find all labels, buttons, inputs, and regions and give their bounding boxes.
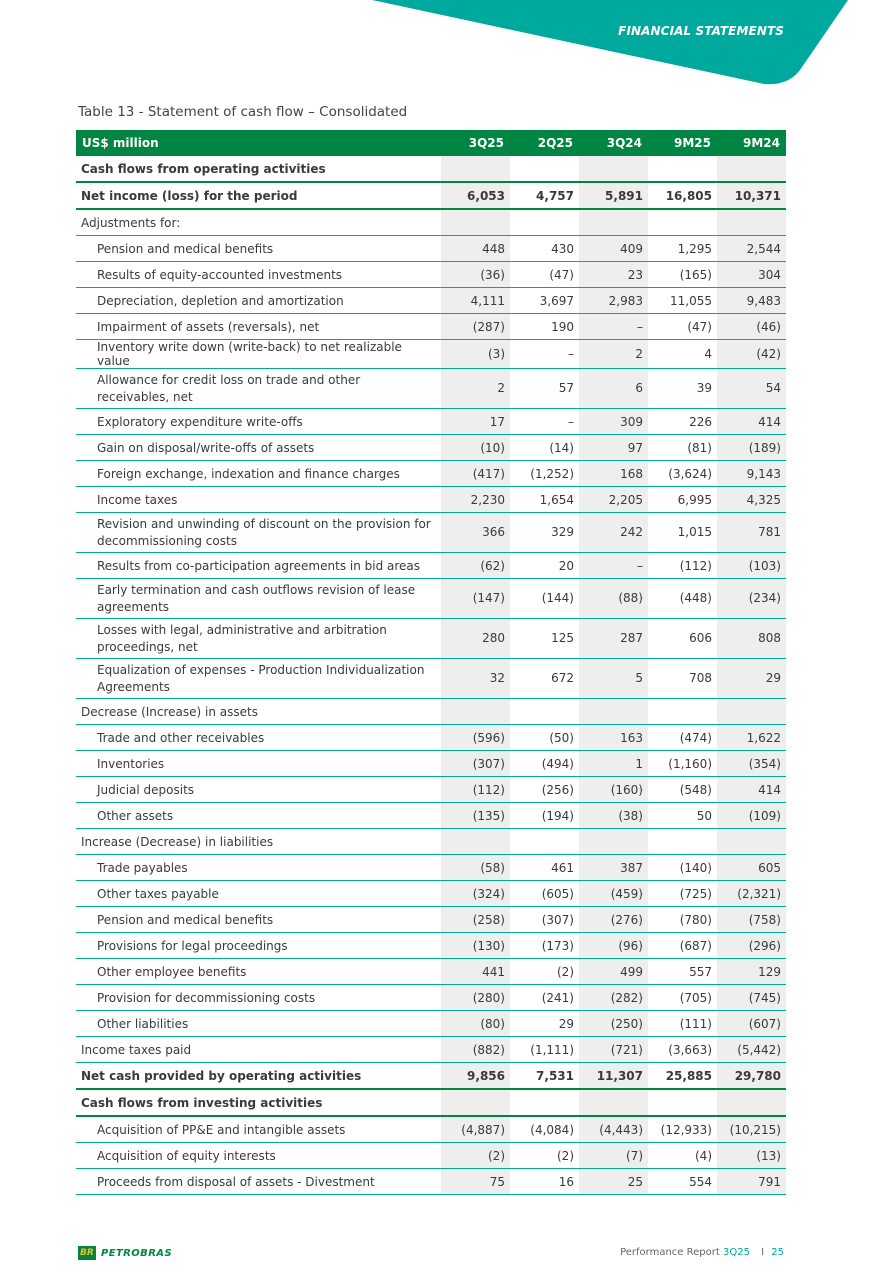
cell-3q24: 2,983 xyxy=(579,288,648,314)
table-row xyxy=(76,236,786,262)
cell-9m24: (354) xyxy=(717,751,786,777)
cell-9m24: (103) xyxy=(717,553,786,579)
row-label: Net income (loss) for the period xyxy=(76,182,441,209)
cell-3q24: (721) xyxy=(579,1037,648,1063)
cell-9m24: 4,325 xyxy=(717,487,786,513)
row-label: Trade payables xyxy=(76,855,441,881)
header-banner xyxy=(0,0,890,90)
table-header-row xyxy=(76,130,786,156)
cell-2q25: 190 xyxy=(510,314,579,340)
cell-3q25: 2,230 xyxy=(441,487,510,513)
cell-9m25: 557 xyxy=(648,959,717,985)
row-label: Losses with legal, administrative and arbitration proceedings, net xyxy=(76,619,441,659)
cell-3q25: 9,856 xyxy=(441,1063,510,1090)
report-period: 3Q25 xyxy=(722,1247,750,1258)
cell-2q25: 20 xyxy=(510,553,579,579)
cell-2q25: (47) xyxy=(510,262,579,288)
cell-3q25: 4,111 xyxy=(441,288,510,314)
cell-3q24: (38) xyxy=(579,803,648,829)
cell-3q24: (88) xyxy=(579,579,648,619)
cell-9m24 xyxy=(717,209,786,236)
cell-9m25 xyxy=(648,209,717,236)
br-badge-text: BR xyxy=(80,1248,94,1258)
cash-flow-table xyxy=(76,130,786,1195)
table-row xyxy=(76,340,786,369)
table-row xyxy=(76,369,786,409)
cell-9m24 xyxy=(717,699,786,725)
cell-2q25: (2) xyxy=(510,959,579,985)
cell-2q25 xyxy=(510,209,579,236)
column-header-2q25: 2Q25 xyxy=(510,130,579,156)
table-row xyxy=(76,725,786,751)
cell-3q25: (258) xyxy=(441,907,510,933)
cell-3q24: 409 xyxy=(579,236,648,262)
cell-9m25: (474) xyxy=(648,725,717,751)
row-label: Impairment of assets (reversals), net xyxy=(76,314,441,340)
cell-3q24: – xyxy=(579,314,648,340)
table-row xyxy=(76,579,786,619)
page-number: 25 xyxy=(771,1247,784,1258)
table-row xyxy=(76,699,786,725)
table-row xyxy=(76,1089,786,1116)
table-row xyxy=(76,288,786,314)
cell-9m24: 9,483 xyxy=(717,288,786,314)
table-row xyxy=(76,1063,786,1090)
row-label: Foreign exchange, indexation and finance charges xyxy=(76,461,441,487)
cell-9m24: 1,622 xyxy=(717,725,786,751)
cell-9m25: 1,015 xyxy=(648,513,717,553)
cell-9m25 xyxy=(648,699,717,725)
row-label: Other assets xyxy=(76,803,441,829)
cell-3q24: 168 xyxy=(579,461,648,487)
table-row xyxy=(76,461,786,487)
cell-9m24: 414 xyxy=(717,409,786,435)
cell-3q24: 5 xyxy=(579,659,648,699)
cell-9m25: (705) xyxy=(648,985,717,1011)
petrobras-logo xyxy=(78,1246,172,1260)
cell-3q25: (596) xyxy=(441,725,510,751)
cell-2q25 xyxy=(510,1089,579,1116)
cell-3q25: (10) xyxy=(441,435,510,461)
cell-3q25: 280 xyxy=(441,619,510,659)
cell-2q25: (194) xyxy=(510,803,579,829)
cell-3q25 xyxy=(441,209,510,236)
cell-9m24: 2,544 xyxy=(717,236,786,262)
row-label: Cash flows from investing activities xyxy=(76,1089,441,1116)
cell-3q25: 2 xyxy=(441,369,510,409)
row-label: Trade and other receivables xyxy=(76,725,441,751)
cell-9m25: (3,624) xyxy=(648,461,717,487)
cell-9m25: (4) xyxy=(648,1143,717,1169)
cell-9m25: (1,160) xyxy=(648,751,717,777)
cell-3q25: (3) xyxy=(441,340,510,369)
cell-9m24: (758) xyxy=(717,907,786,933)
cell-2q25: 29 xyxy=(510,1011,579,1037)
table-row xyxy=(76,553,786,579)
cell-2q25: 672 xyxy=(510,659,579,699)
table-row xyxy=(76,314,786,340)
cell-3q24: (96) xyxy=(579,933,648,959)
cell-2q25: (1,111) xyxy=(510,1037,579,1063)
cell-3q24 xyxy=(579,209,648,236)
cell-9m25 xyxy=(648,156,717,182)
cell-2q25: 125 xyxy=(510,619,579,659)
cell-2q25 xyxy=(510,156,579,182)
row-label: Inventories xyxy=(76,751,441,777)
cell-9m24: (745) xyxy=(717,985,786,1011)
column-header-9m25: 9M25 xyxy=(648,130,717,156)
cell-2q25: 3,697 xyxy=(510,288,579,314)
row-label: Proceeds from disposal of assets - Divestment xyxy=(76,1169,441,1195)
cell-9m24: (5,442) xyxy=(717,1037,786,1063)
cell-9m25: (165) xyxy=(648,262,717,288)
column-header-3q25: 3Q25 xyxy=(441,130,510,156)
table-row xyxy=(76,487,786,513)
cell-3q25: (130) xyxy=(441,933,510,959)
cell-3q25: (2) xyxy=(441,1143,510,1169)
cell-3q24: (250) xyxy=(579,1011,648,1037)
cell-9m24: (42) xyxy=(717,340,786,369)
cell-9m25: 39 xyxy=(648,369,717,409)
cell-2q25: (241) xyxy=(510,985,579,1011)
table-row xyxy=(76,1143,786,1169)
cell-9m24: (13) xyxy=(717,1143,786,1169)
cell-3q25: (147) xyxy=(441,579,510,619)
cell-2q25: 7,531 xyxy=(510,1063,579,1090)
cell-3q24: 287 xyxy=(579,619,648,659)
cell-3q25: (58) xyxy=(441,855,510,881)
cell-9m25: (548) xyxy=(648,777,717,803)
cell-3q24: (7) xyxy=(579,1143,648,1169)
row-label: Income taxes paid xyxy=(76,1037,441,1063)
cell-3q24 xyxy=(579,156,648,182)
cell-3q24: (160) xyxy=(579,777,648,803)
cell-9m25: (448) xyxy=(648,579,717,619)
row-label: Provisions for legal proceedings xyxy=(76,933,441,959)
row-label: Inventory write down (write-back) to net realizable value xyxy=(76,340,441,369)
cell-9m24: 781 xyxy=(717,513,786,553)
row-label: Acquisition of equity interests xyxy=(76,1143,441,1169)
cell-2q25: 430 xyxy=(510,236,579,262)
row-label: Results of equity-accounted investments xyxy=(76,262,441,288)
cell-9m25: (725) xyxy=(648,881,717,907)
cell-2q25: (256) xyxy=(510,777,579,803)
cell-3q24: 499 xyxy=(579,959,648,985)
cell-9m25: 554 xyxy=(648,1169,717,1195)
row-label: Cash flows from operating activities xyxy=(76,156,441,182)
row-label: Gain on disposal/write-offs of assets xyxy=(76,435,441,461)
cell-2q25: (173) xyxy=(510,933,579,959)
row-label: Results from co-participation agreements in bid areas xyxy=(76,553,441,579)
cell-3q25: 6,053 xyxy=(441,182,510,209)
cell-3q25: (324) xyxy=(441,881,510,907)
table-row xyxy=(76,409,786,435)
cell-3q24: 2 xyxy=(579,340,648,369)
row-label: Revision and unwinding of discount on the provision for decommissioning costs xyxy=(76,513,441,553)
cell-3q25: 448 xyxy=(441,236,510,262)
page-separator: I xyxy=(761,1247,765,1258)
row-label: Allowance for credit loss on trade and other receivables, net xyxy=(76,369,441,409)
cell-3q25: 17 xyxy=(441,409,510,435)
cell-3q24: (4,443) xyxy=(579,1116,648,1143)
cell-9m24: 29 xyxy=(717,659,786,699)
cell-9m25: (140) xyxy=(648,855,717,881)
row-label: Adjustments for: xyxy=(76,209,441,236)
row-label: Pension and medical benefits xyxy=(76,907,441,933)
cell-3q25: (80) xyxy=(441,1011,510,1037)
cell-3q25: (280) xyxy=(441,985,510,1011)
row-label: Exploratory expenditure write-offs xyxy=(76,409,441,435)
cell-9m25: 4 xyxy=(648,340,717,369)
cell-3q25: (417) xyxy=(441,461,510,487)
cell-9m24: (109) xyxy=(717,803,786,829)
row-label: Acquisition of PP&E and intangible assets xyxy=(76,1116,441,1143)
row-label: Early termination and cash outflows revision of lease agreements xyxy=(76,579,441,619)
cell-3q24: 387 xyxy=(579,855,648,881)
cell-9m25: 708 xyxy=(648,659,717,699)
table-row xyxy=(76,933,786,959)
cell-3q24: (276) xyxy=(579,907,648,933)
cell-9m25 xyxy=(648,1089,717,1116)
cell-3q25: 75 xyxy=(441,1169,510,1195)
cell-9m24: 304 xyxy=(717,262,786,288)
cell-3q24: 242 xyxy=(579,513,648,553)
cell-2q25 xyxy=(510,829,579,855)
cell-2q25: 329 xyxy=(510,513,579,553)
cell-9m25: 606 xyxy=(648,619,717,659)
table-row xyxy=(76,959,786,985)
cell-2q25: 4,757 xyxy=(510,182,579,209)
cell-3q25: (36) xyxy=(441,262,510,288)
row-label: Other taxes payable xyxy=(76,881,441,907)
cell-9m24: 414 xyxy=(717,777,786,803)
table-row xyxy=(76,803,786,829)
cell-3q25 xyxy=(441,699,510,725)
section-title: FINANCIAL STATEMENTS xyxy=(618,24,784,38)
cell-3q24 xyxy=(579,829,648,855)
cell-3q24: 2,205 xyxy=(579,487,648,513)
cell-3q24: 6 xyxy=(579,369,648,409)
cell-3q25: (62) xyxy=(441,553,510,579)
table-row xyxy=(76,907,786,933)
row-label: Increase (Decrease) in liabilities xyxy=(76,829,441,855)
cell-3q25: 441 xyxy=(441,959,510,985)
table-row xyxy=(76,855,786,881)
cell-9m24: 605 xyxy=(717,855,786,881)
br-badge-icon xyxy=(78,1246,96,1260)
cell-2q25: (2) xyxy=(510,1143,579,1169)
cell-9m24: (10,215) xyxy=(717,1116,786,1143)
row-label: Other liabilities xyxy=(76,1011,441,1037)
row-label: Judicial deposits xyxy=(76,777,441,803)
table-row xyxy=(76,182,786,209)
cell-3q24: 1 xyxy=(579,751,648,777)
table-row xyxy=(76,1037,786,1063)
cell-3q24: 11,307 xyxy=(579,1063,648,1090)
row-label: Pension and medical benefits xyxy=(76,236,441,262)
cell-2q25: (50) xyxy=(510,725,579,751)
cell-9m25: (47) xyxy=(648,314,717,340)
table-row xyxy=(76,435,786,461)
cell-3q25: 366 xyxy=(441,513,510,553)
cell-9m25: 6,995 xyxy=(648,487,717,513)
table-row xyxy=(76,209,786,236)
cell-2q25: 57 xyxy=(510,369,579,409)
cell-9m25: (112) xyxy=(648,553,717,579)
cell-9m24: 10,371 xyxy=(717,182,786,209)
cell-9m24: 9,143 xyxy=(717,461,786,487)
row-label: Provision for decommissioning costs xyxy=(76,985,441,1011)
cell-3q24: 23 xyxy=(579,262,648,288)
column-header-label: US$ million xyxy=(76,130,441,156)
table-row xyxy=(76,829,786,855)
cell-2q25: (605) xyxy=(510,881,579,907)
cell-3q24: 5,891 xyxy=(579,182,648,209)
cell-3q24: (459) xyxy=(579,881,648,907)
cell-9m25: 226 xyxy=(648,409,717,435)
cell-3q25: (4,887) xyxy=(441,1116,510,1143)
cell-9m25: (81) xyxy=(648,435,717,461)
cell-2q25: – xyxy=(510,409,579,435)
cell-9m24: 129 xyxy=(717,959,786,985)
cell-9m24: (234) xyxy=(717,579,786,619)
row-label: Net cash provided by operating activities xyxy=(76,1063,441,1090)
cell-3q25 xyxy=(441,1089,510,1116)
cell-3q25: (307) xyxy=(441,751,510,777)
table-row xyxy=(76,777,786,803)
cell-9m25: 11,055 xyxy=(648,288,717,314)
table-row xyxy=(76,262,786,288)
cell-9m25: (111) xyxy=(648,1011,717,1037)
cell-3q25: (287) xyxy=(441,314,510,340)
column-header-3q24: 3Q24 xyxy=(579,130,648,156)
logo-wordmark: PETROBRAS xyxy=(101,1247,173,1259)
cell-9m25: 16,805 xyxy=(648,182,717,209)
cell-2q25: 16 xyxy=(510,1169,579,1195)
cell-3q24 xyxy=(579,1089,648,1116)
row-label: Equalization of expenses - Production Individualization Agreements xyxy=(76,659,441,699)
cell-3q25: (112) xyxy=(441,777,510,803)
table-row xyxy=(76,1169,786,1195)
cell-2q25: (4,084) xyxy=(510,1116,579,1143)
report-label: Performance Report xyxy=(620,1247,720,1258)
cell-3q25: 32 xyxy=(441,659,510,699)
cell-2q25: 1,654 xyxy=(510,487,579,513)
cell-9m24 xyxy=(717,156,786,182)
cell-9m24: (2,321) xyxy=(717,881,786,907)
cell-3q24 xyxy=(579,699,648,725)
cell-3q25: (135) xyxy=(441,803,510,829)
cell-3q24: 309 xyxy=(579,409,648,435)
cell-9m25: (12,933) xyxy=(648,1116,717,1143)
cell-9m24: (296) xyxy=(717,933,786,959)
cell-9m24 xyxy=(717,1089,786,1116)
cell-2q25: (307) xyxy=(510,907,579,933)
cell-9m25: 25,885 xyxy=(648,1063,717,1090)
table-row xyxy=(76,1116,786,1143)
cell-2q25 xyxy=(510,699,579,725)
row-label: Other employee benefits xyxy=(76,959,441,985)
cell-3q25: (882) xyxy=(441,1037,510,1063)
cell-3q24: (282) xyxy=(579,985,648,1011)
row-label: Depreciation, depletion and amortization xyxy=(76,288,441,314)
cell-2q25: – xyxy=(510,340,579,369)
cell-3q25 xyxy=(441,156,510,182)
cell-3q24: 163 xyxy=(579,725,648,751)
row-label: Income taxes xyxy=(76,487,441,513)
cell-9m25: (3,663) xyxy=(648,1037,717,1063)
cell-2q25: (144) xyxy=(510,579,579,619)
table-row xyxy=(76,156,786,182)
cell-3q25 xyxy=(441,829,510,855)
cell-2q25: 461 xyxy=(510,855,579,881)
cell-3q24: 25 xyxy=(579,1169,648,1195)
table-row xyxy=(76,1011,786,1037)
cell-9m25: 50 xyxy=(648,803,717,829)
table-row xyxy=(76,513,786,553)
cell-2q25: (14) xyxy=(510,435,579,461)
table-caption: Table 13 - Statement of cash flow – Consolidated xyxy=(78,104,408,120)
cell-9m24: (46) xyxy=(717,314,786,340)
page-footer xyxy=(620,1247,784,1258)
cell-3q24: 97 xyxy=(579,435,648,461)
table-row xyxy=(76,659,786,699)
table-row xyxy=(76,751,786,777)
cell-9m24 xyxy=(717,829,786,855)
cell-9m24: (189) xyxy=(717,435,786,461)
cell-2q25: (494) xyxy=(510,751,579,777)
cell-9m25: 1,295 xyxy=(648,236,717,262)
row-label: Decrease (Increase) in assets xyxy=(76,699,441,725)
table-row xyxy=(76,985,786,1011)
table-row xyxy=(76,881,786,907)
column-header-9m24: 9M24 xyxy=(717,130,786,156)
cell-9m25 xyxy=(648,829,717,855)
cell-9m24: 54 xyxy=(717,369,786,409)
cell-9m25: (687) xyxy=(648,933,717,959)
cell-3q24: – xyxy=(579,553,648,579)
table-row xyxy=(76,619,786,659)
cell-9m24: 29,780 xyxy=(717,1063,786,1090)
cell-9m25: (780) xyxy=(648,907,717,933)
cell-9m24: 808 xyxy=(717,619,786,659)
cell-9m24: (607) xyxy=(717,1011,786,1037)
cell-2q25: (1,252) xyxy=(510,461,579,487)
cell-9m24: 791 xyxy=(717,1169,786,1195)
